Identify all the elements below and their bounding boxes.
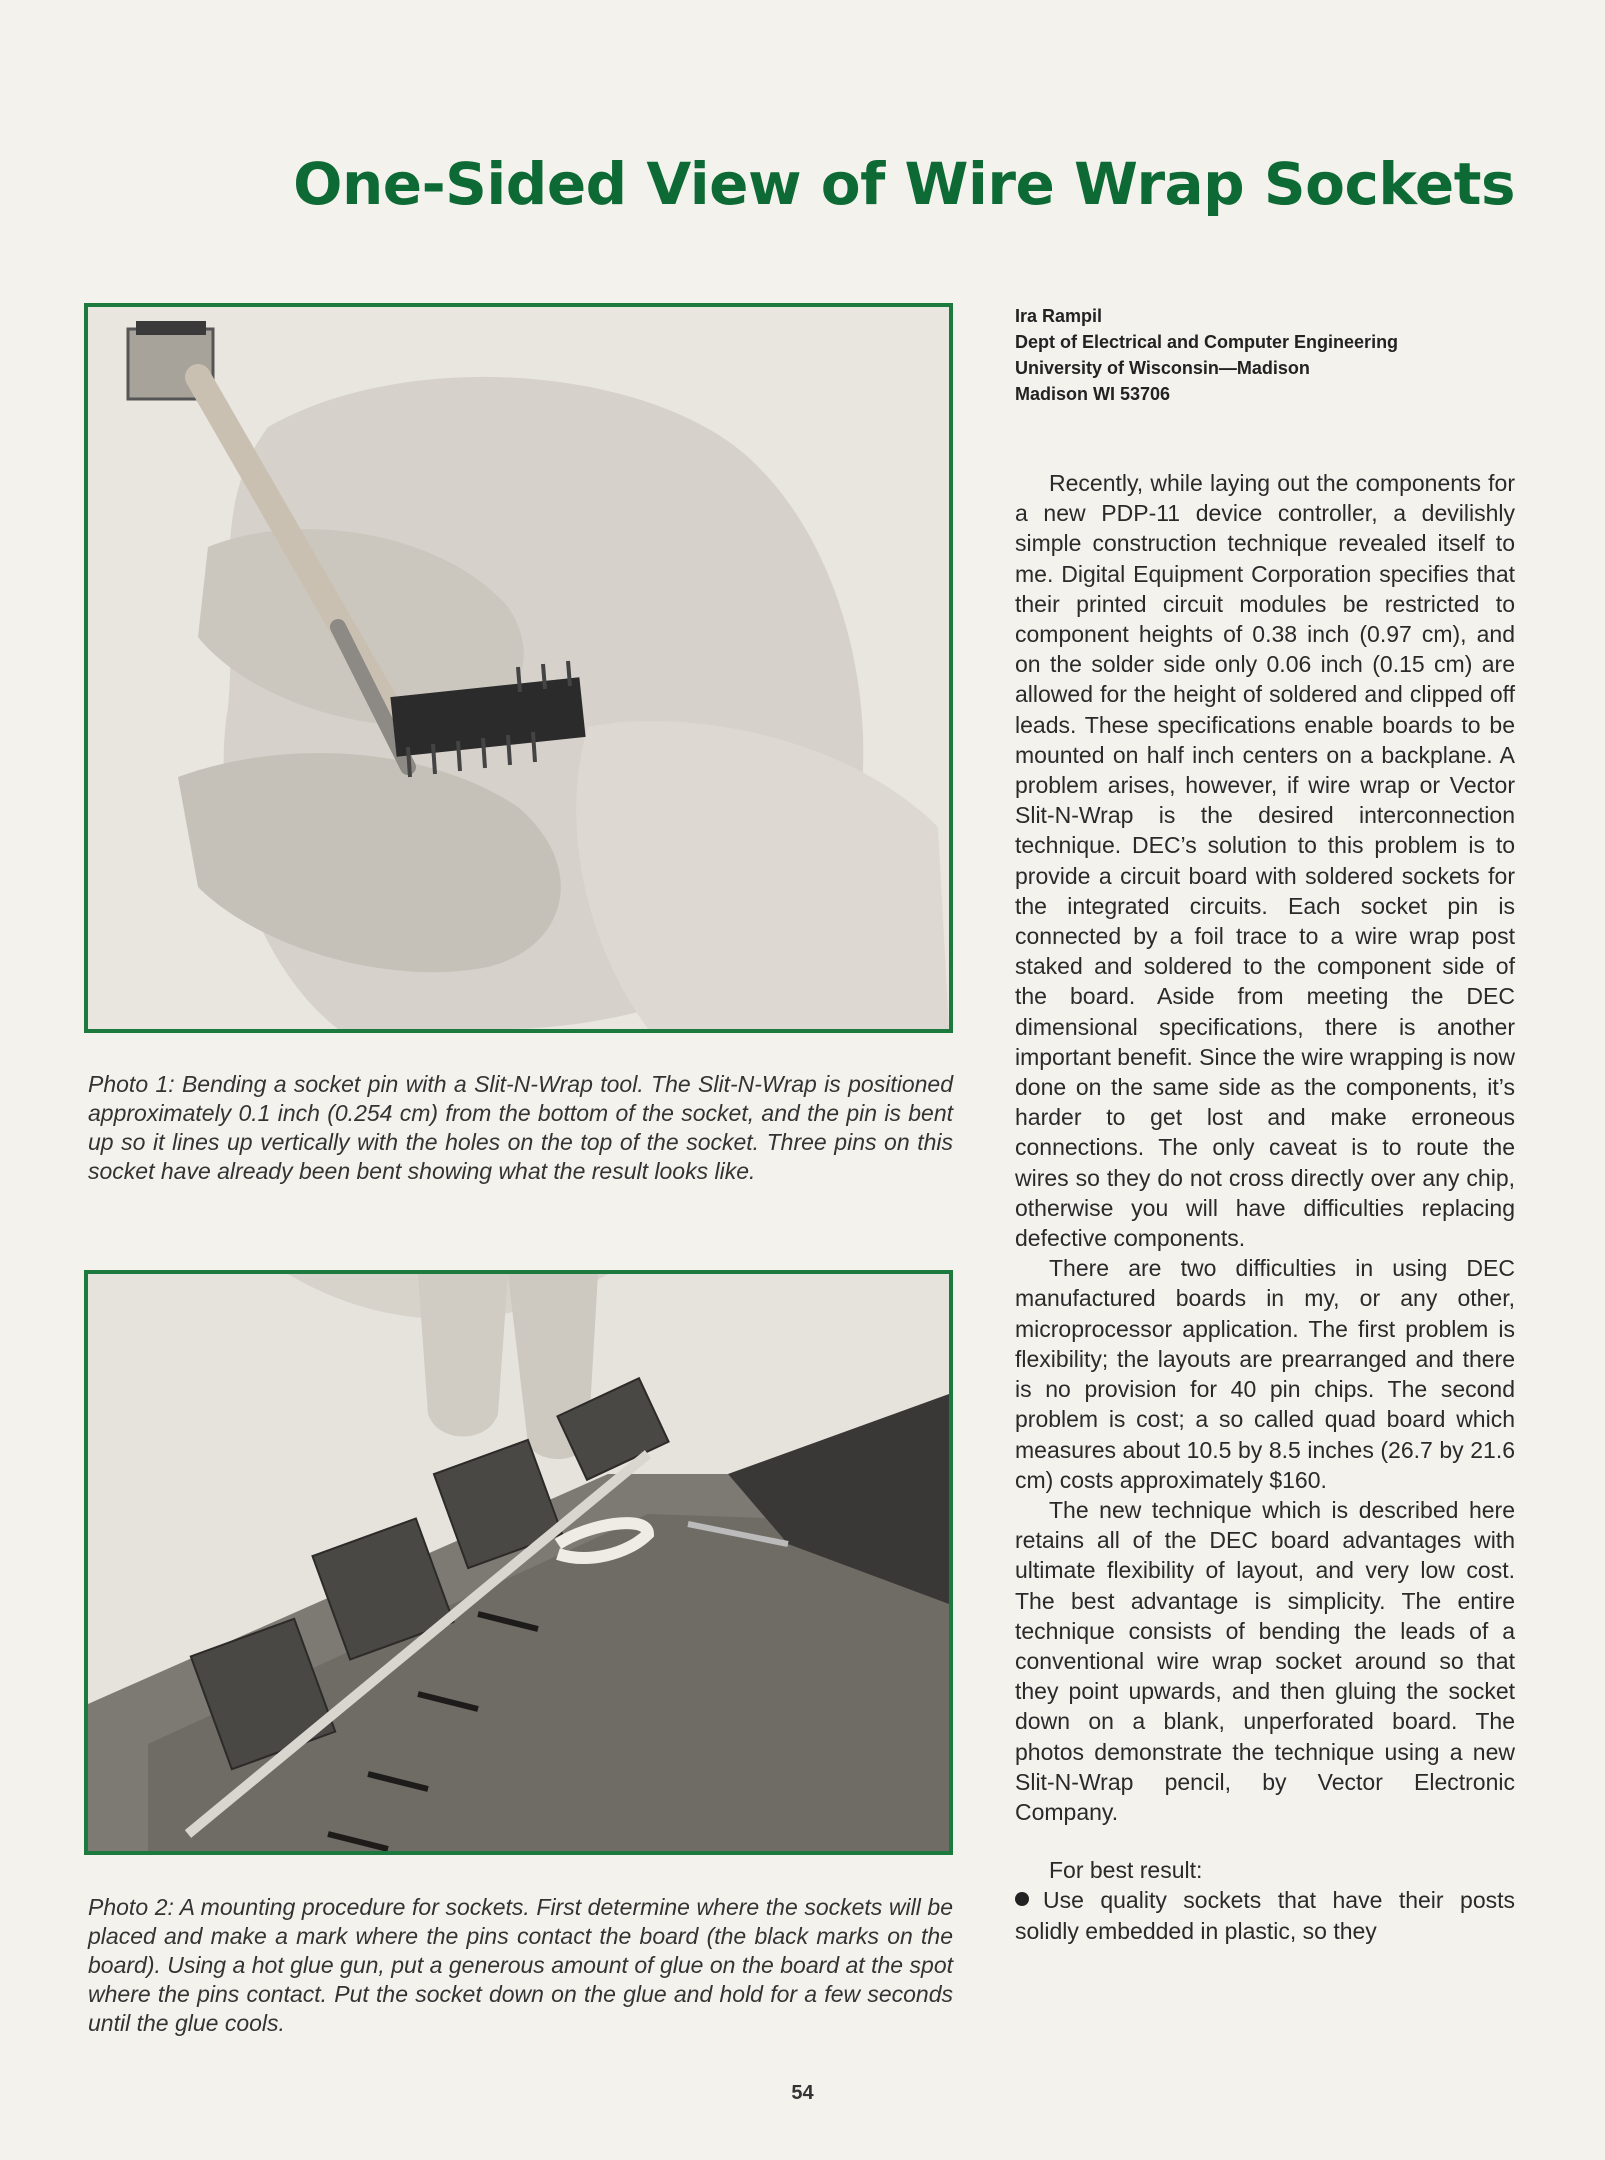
photo-1 <box>84 303 953 1033</box>
photo-1-caption: Photo 1: Bending a socket pin with a Slit-N-Wrap tool. The Slit-N-Wrap is positioned approximately 0.1 inch (0.254 cm) from the bottom of the socket, and the pin is bent up so it lines up vertically with the holes on the top of the socket. Three pins on this socket have already been bent showing what the result looks like. <box>88 1071 953 1184</box>
bullet-icon <box>1015 1892 1029 1906</box>
photo-2-caption: Photo 2: A mounting procedure for sockets. First determine where the sockets will be placed and make a mark where the pins contact the board (the black marks on the board). Using a hot glue gun, put a generous amount of glue on the board at the spot where the pins contact. Put the socket down on the glue and hold for a few seconds until the glue cools. <box>88 1894 953 2036</box>
list-intro: For best result: <box>1049 1857 1203 1884</box>
article-title: One-Sided View of Wire Wrap Sockets <box>293 150 1515 218</box>
photo-1-image <box>88 307 949 1029</box>
author-university: University of Wisconsin—Madison <box>1015 358 1310 378</box>
bullet-text: Use quality sockets that have their posts solidly embedded in plastic, so they <box>1015 1887 1515 1944</box>
author-name: Ira Rampil <box>1015 306 1103 326</box>
photo-2 <box>84 1270 953 1855</box>
photo-2-image <box>88 1274 949 1851</box>
body-paragraph: There are two difficulties in using DEC manufactured boards in my, or any other, microprocessor application. The first problem is flexibility; the layouts are prearranged and there is no provision for 40 pin chips. The second problem is cost; a so called quad board which measures about 10.5 by 8.5 inches (26.7 by 21.6 cm) costs approximately $160. <box>1015 1255 1515 1493</box>
page-number: 54 <box>791 2082 814 2104</box>
article-body <box>1015 468 1515 1946</box>
author-address: Madison WI 53706 <box>1015 384 1171 404</box>
body-paragraph: The new technique which is described here retains all of the DEC board advantages with ultimate flexibility of layout, and very low cost. The best advantage is simplicity. The entire technique consists of bending the leads of a conventional wire wrap socket around so that they point upwards, and then gluing the socket down on a blank, unperforated board. The photos demonstrate the technique using a new Slit-N-Wrap pencil, by Vector Electronic Company. <box>1015 1496 1515 1825</box>
bullet-item <box>1015 1885 1515 1945</box>
body-paragraph: Recently, while laying out the components for a new PDP-11 device controller, a devilishly simple construction technique revealed itself to me. Digital Equipment Corporation specifies that their printed circuit modules be restricted to component heights of 0.38 inch (0.97 cm), and on the solder side only 0.06 inch (0.15 cm) are allowed for the height of soldered and clipped off leads. These specifications enable boards to be mounted on half inch centers on a backplane. A problem arises, however, if wire wrap or Vector Slit-N-Wrap is the desired interconnection technique. DEC’s solution to this problem is to provide a circuit board with soldered sockets for the integrated circuits. Each socket pin is connected by a foil trace to a wire wrap post staked and soldered to the component side of the board. Aside from meeting the DEC dimensional specifications, there is another important benefit. Since the wire wrapping is now done on the same side as the components, it’s harder to get lost and make erroneous connections. The only caveat is to route the wires so they do not cross directly over any chip, otherwise you will have difficulties replacing defective components. <box>1015 470 1515 1252</box>
author-department: Dept of Electrical and Computer Engineering <box>1015 332 1399 352</box>
author-block <box>1015 303 1515 407</box>
